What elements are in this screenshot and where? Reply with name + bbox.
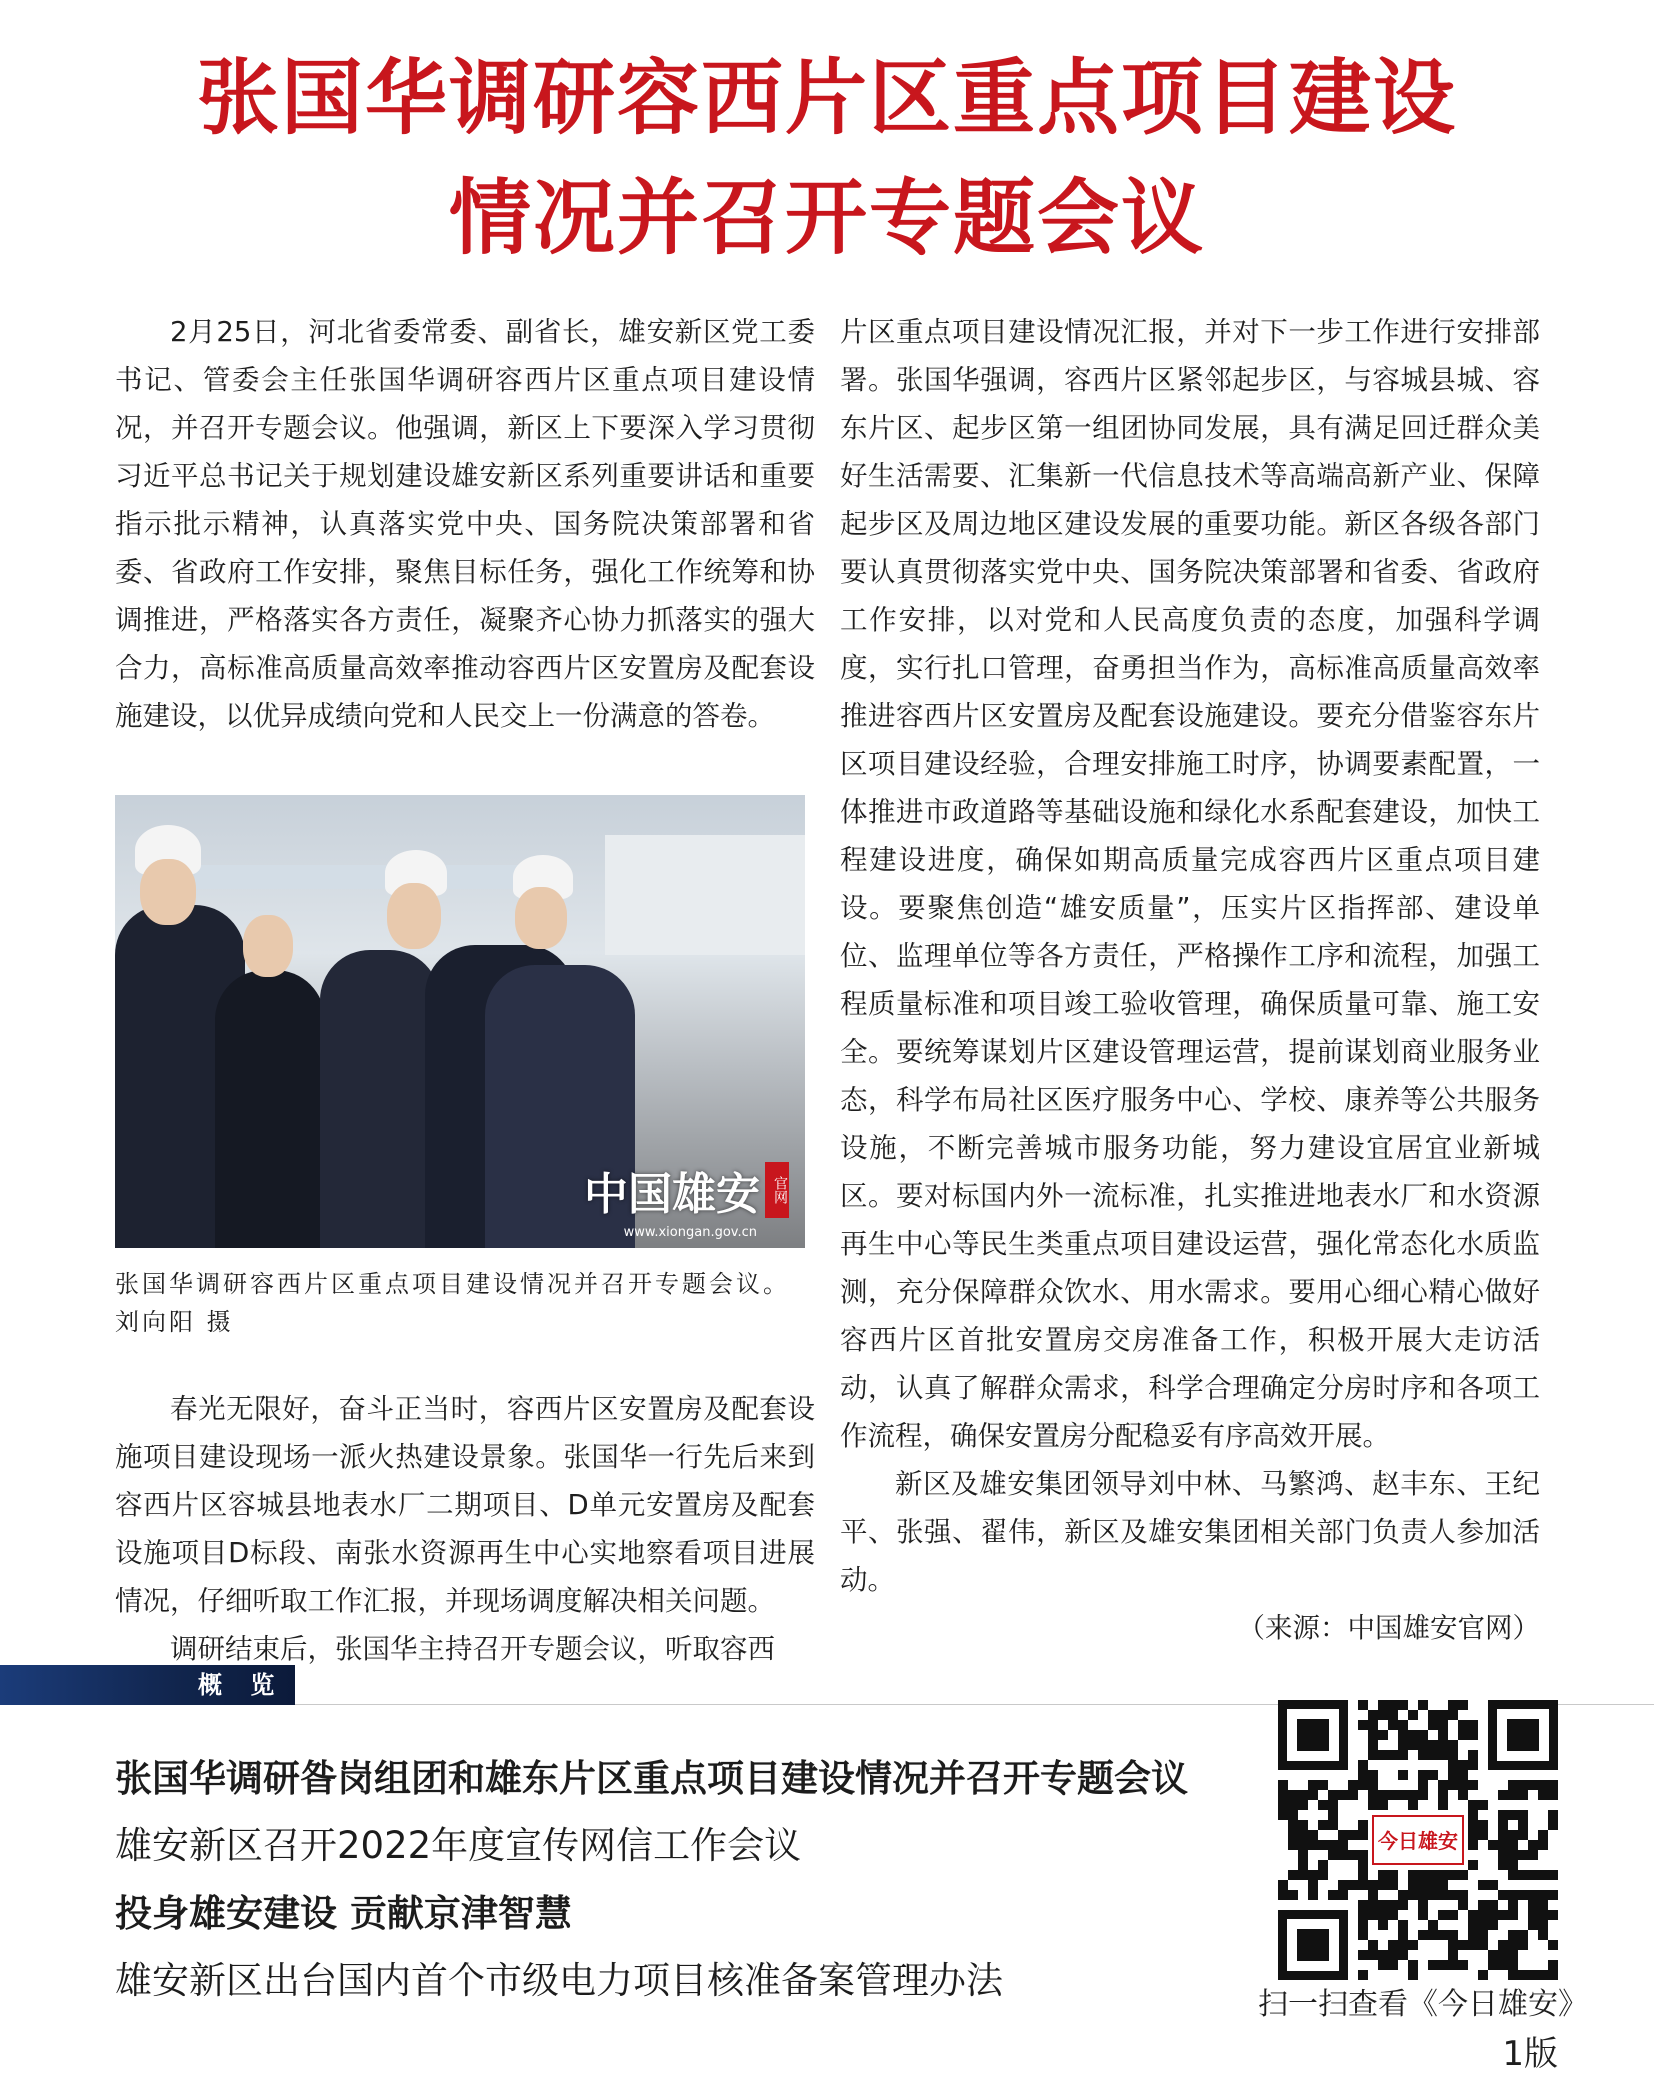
article-left-column-continued	[115, 1385, 815, 1673]
article-photo	[115, 795, 805, 1248]
qr-center-label: 今日雄安	[1378, 1829, 1458, 1853]
article-right-column	[840, 308, 1540, 1652]
article-source: （来源：中国雄安官网）	[1237, 1612, 1540, 1644]
photo-caption: 张国华调研容西片区重点项目建设情况并召开专题会议。刘向阳 摄	[115, 1270, 790, 1336]
qr-caption: 扫一扫查看《今日雄安》	[1258, 1987, 1588, 2022]
overview-item-link[interactable]: 张国华调研昝岗组团和雄东片区重点项目建设情况并召开专题会议	[115, 1757, 1188, 1800]
photo-watermark-seal: 官网	[765, 1162, 789, 1218]
article-paragraph: 春光无限好，奋斗正当时，容西片区安置房及配套设施项目建设现场一派火热建设景象。张国华一行先后来到容西片区容城县地表水厂二期项目、D单元安置房及配套设施项目D标段、南张水资源再生中心实地察看项目进展情况，仔细听取工作汇报，并现场调度解决相关问题。	[115, 1393, 815, 1617]
qr-code-icon[interactable]	[1278, 1700, 1558, 1980]
article-paragraph: 2月25日，河北省委常委、副省长，雄安新区党工委书记、管委会主任张国华调研容西片区重点项目建设情况，并召开专题会议。他强调，新区上下要深入学习贯彻习近平总书记关于规划建设雄安新区系列重要讲话和重要指示批示精神，认真落实党中央、国务院决策部署和省委、省政府工作安排，聚焦目标任务，强化工作统筹和协调推进，严格落实各方责任，凝聚齐心协力抓落实的强大合力，高标准高质量高效率推动容西片区安置房及配套设施建设，以优异成绩向党和人民交上一份满意的答卷。	[115, 316, 815, 732]
headline-line1: 张国华调研容西片区重点项目建设	[196, 50, 1457, 146]
article-paragraph: 片区重点项目建设情况汇报，并对下一步工作进行安排部署。张国华强调，容西片区紧邻起步区，与容城县城、容东片区、起步区第一组团协同发展，具有满足回迁群众美好生活需要、汇集新一代信息技术等高端高新产业、保障起步区及周边地区建设发展的重要功能。新区各级各部门要认真贯彻落实党中央、国务院决策部署和省委、省政府工作安排，以对党和人民高度负责的态度，加强科学调度，实行扎口管理，奋勇担当作为，高标准高质量高效率推进容西片区安置房及配套设施建设。要充分借鉴容东片区项目建设经验，合理安排施工时序，协调要素配置，一体推进市政道路等基础设施和绿化水系配套建设，加快工程建设进度，确保如期高质量完成容西片区重点项目建设。要聚焦创造“雄安质量”，压实片区指挥部、建设单位、监理单位等各方责任，严格操作工序和流程，加强工程质量标准和项目竣工验收管理，确保质量可靠、施工安全。要统筹谋划片区建设管理运营，提前谋划商业服务业态，科学布局社区医疗服务中心、学校、康养等公共服务设施，不断完善城市服务功能，努力建设宜居宜业新城区。要对标国内外一流标准，扎实推进地表水厂和水资源再生中心等民生类重点项目建设运营，强化常态化水质监测，充分保障群众饮水、用水需求。要用心细心精心做好容西片区首批安置房交房准备工作，积极开展大走访活动，认真了解群众需求，科学合理确定分房时序和各项工作流程，确保安置房分配稳妥有序高效开展。	[840, 316, 1540, 1452]
overview-item-link[interactable]: 雄安新区召开2022年度宣传网信工作会议	[115, 1824, 802, 1867]
article-paragraph: 新区及雄安集团领导刘中林、马繁鸿、赵丰东、王纪平、张强、翟伟，新区及雄安集团相关部门负责人参加活动。	[840, 1468, 1540, 1596]
photo-watermark: 中国雄安	[584, 1169, 760, 1220]
photo-watermark-url: www.xiongan.gov.cn	[623, 1225, 757, 1240]
overview-label-bar	[0, 1665, 295, 1705]
article-paragraph: 调研结束后，张国华主持召开专题会议，听取容西	[170, 1633, 775, 1665]
overview-item-link[interactable]: 雄安新区出台国内首个市级电力项目核准备案管理办法	[115, 1959, 1003, 2002]
overview-label: 概 览	[198, 1671, 285, 1699]
headline-line2: 情况并召开专题会议	[448, 170, 1205, 266]
article-left-column	[115, 308, 815, 740]
overview-item-link[interactable]: 投身雄安建设 贡献京津智慧	[115, 1892, 572, 1935]
page-number: 1版	[1502, 2034, 1558, 2074]
